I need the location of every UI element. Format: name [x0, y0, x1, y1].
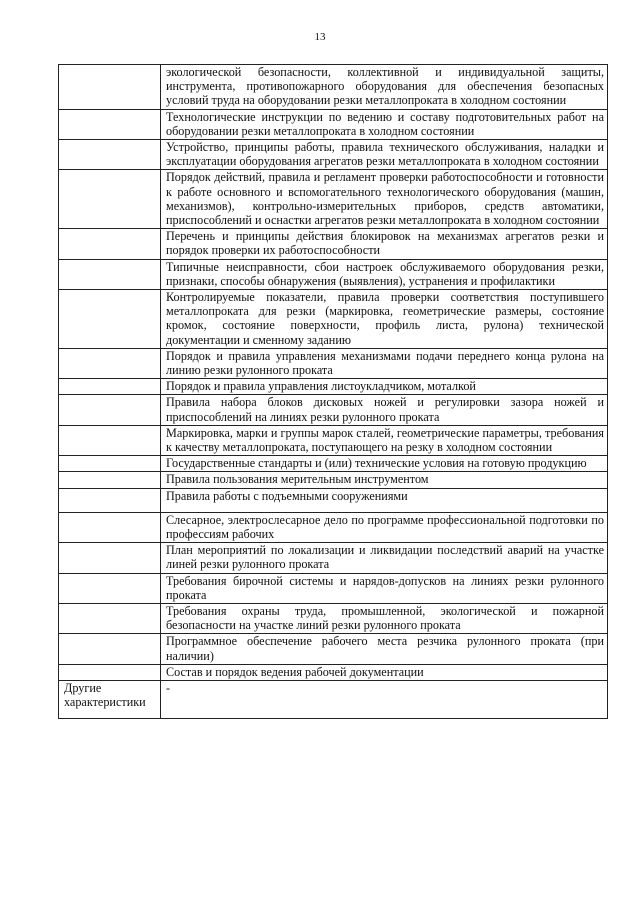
category-cell-empty [59, 664, 161, 680]
knowledge-item: Перечень и принципы действия блокировок на механизмах агрегатов резки и порядок проверки их работоспособности [161, 229, 608, 259]
table-row [59, 456, 608, 472]
knowledge-item: Состав и порядок ведения рабочей документации [161, 664, 608, 680]
knowledge-item: Устройство, принципы работы, правила технического обслуживания, наладки и эксплуатации оборудования агрегатов резки металлопроката в холодном состоянии [161, 140, 608, 170]
knowledge-item: Слесарное, электрослесарное дело по программе профессиональной подготовки по профессиям рабочих [161, 512, 608, 542]
knowledge-item: Контролируемые показатели, правила проверки соответствия поступившего металлопроката для резки (маркировка, геометрические размеры, состояние кромок, состояние поверхности, профиль листа, рулона) технической документации и сменному заданию [161, 290, 608, 349]
category-cell-empty [59, 488, 161, 512]
other-characteristics-value: - [161, 680, 608, 718]
table-row [59, 140, 608, 170]
table-row [59, 65, 608, 110]
knowledge-item: Правила набора блоков дисковых ножей и регулировки зазора ножей и приспособлений на линиях резки рулонного проката [161, 395, 608, 425]
page-number: 13 [314, 31, 326, 43]
table-row [59, 543, 608, 573]
category-cell-empty [59, 379, 161, 395]
knowledge-item: Требования бирочной системы и нарядов-допусков на линиях резки рулонного проката [161, 573, 608, 603]
category-cell-empty [59, 259, 161, 289]
knowledge-item: Маркировка, марки и группы марок сталей, геометрические параметры, требования к качеству металлопроката, поступающего на резку в холодном состоянии [161, 425, 608, 455]
category-cell-empty [59, 65, 161, 110]
other-characteristics-label: Другие характеристики [59, 680, 161, 718]
category-cell-empty [59, 425, 161, 455]
table-row [59, 290, 608, 349]
knowledge-item: Технологические инструкции по ведению и составу подготовительных работ на оборудовании резки металлопроката в холодном состоянии [161, 109, 608, 139]
knowledge-item: экологической безопасности, коллективной и индивидуальной защиты, инструмента, противопожарного оборудования для обеспечения безопасных условий труда на оборудовании резки металлопроката в холодном состоянии [161, 65, 608, 110]
category-cell-empty [59, 140, 161, 170]
table-row [59, 170, 608, 229]
knowledge-item: План мероприятий по локализации и ликвидации последствий аварий на участке линей резки рулонного проката [161, 543, 608, 573]
category-cell-empty [59, 290, 161, 349]
table-row [59, 603, 608, 633]
table-row-other [59, 680, 608, 718]
category-cell-empty [59, 543, 161, 573]
category-cell-empty [59, 472, 161, 488]
category-cell-empty [59, 634, 161, 664]
table-row [59, 488, 608, 512]
category-cell-empty [59, 512, 161, 542]
table-row [59, 512, 608, 542]
table-row [59, 573, 608, 603]
knowledge-item: Типичные неисправности, сбои настроек обслуживаемого оборудования резки, признаки, способы обнаружения (выявления), устранения и профилактики [161, 259, 608, 289]
table-row [59, 395, 608, 425]
table-row [59, 425, 608, 455]
category-cell-empty [59, 456, 161, 472]
knowledge-item: Требования охраны труда, промышленной, экологической и пожарной безопасности на участке линий резки рулонного проката [161, 603, 608, 633]
table-row [59, 472, 608, 488]
category-cell-empty [59, 348, 161, 378]
category-cell-empty [59, 573, 161, 603]
category-cell-empty [59, 229, 161, 259]
knowledge-item: Порядок действий, правила и регламент проверки работоспособности и готовности к работе основного и вспомогательного технологического оборудования (машин, механизмов), контрольно-измерительных приборов, средств автоматики, приспособлений и оснастки агрегатов резки металлопроката в холодном состоянии [161, 170, 608, 229]
table-row [59, 634, 608, 664]
knowledge-item: Государственные стандарты и (или) технические условия на готовую продукцию [161, 456, 608, 472]
requirements-table [58, 64, 608, 719]
knowledge-item: Порядок и правила управления листоукладчиком, моталкой [161, 379, 608, 395]
knowledge-item: Порядок и правила управления механизмами подачи переднего конца рулона на линию резки рулонного проката [161, 348, 608, 378]
table-row [59, 379, 608, 395]
knowledge-item: Программное обеспечение рабочего места резчика рулонного проката (при наличии) [161, 634, 608, 664]
table-row [59, 229, 608, 259]
knowledge-item: Правила пользования мерительным инструментом [161, 472, 608, 488]
category-cell-empty [59, 395, 161, 425]
category-cell-empty [59, 170, 161, 229]
table-row [59, 664, 608, 680]
table-row [59, 259, 608, 289]
table-row [59, 348, 608, 378]
category-cell-empty [59, 109, 161, 139]
knowledge-item: Правила работы с подъемными сооружениями [161, 488, 608, 512]
category-cell-empty [59, 603, 161, 633]
table-row [59, 109, 608, 139]
